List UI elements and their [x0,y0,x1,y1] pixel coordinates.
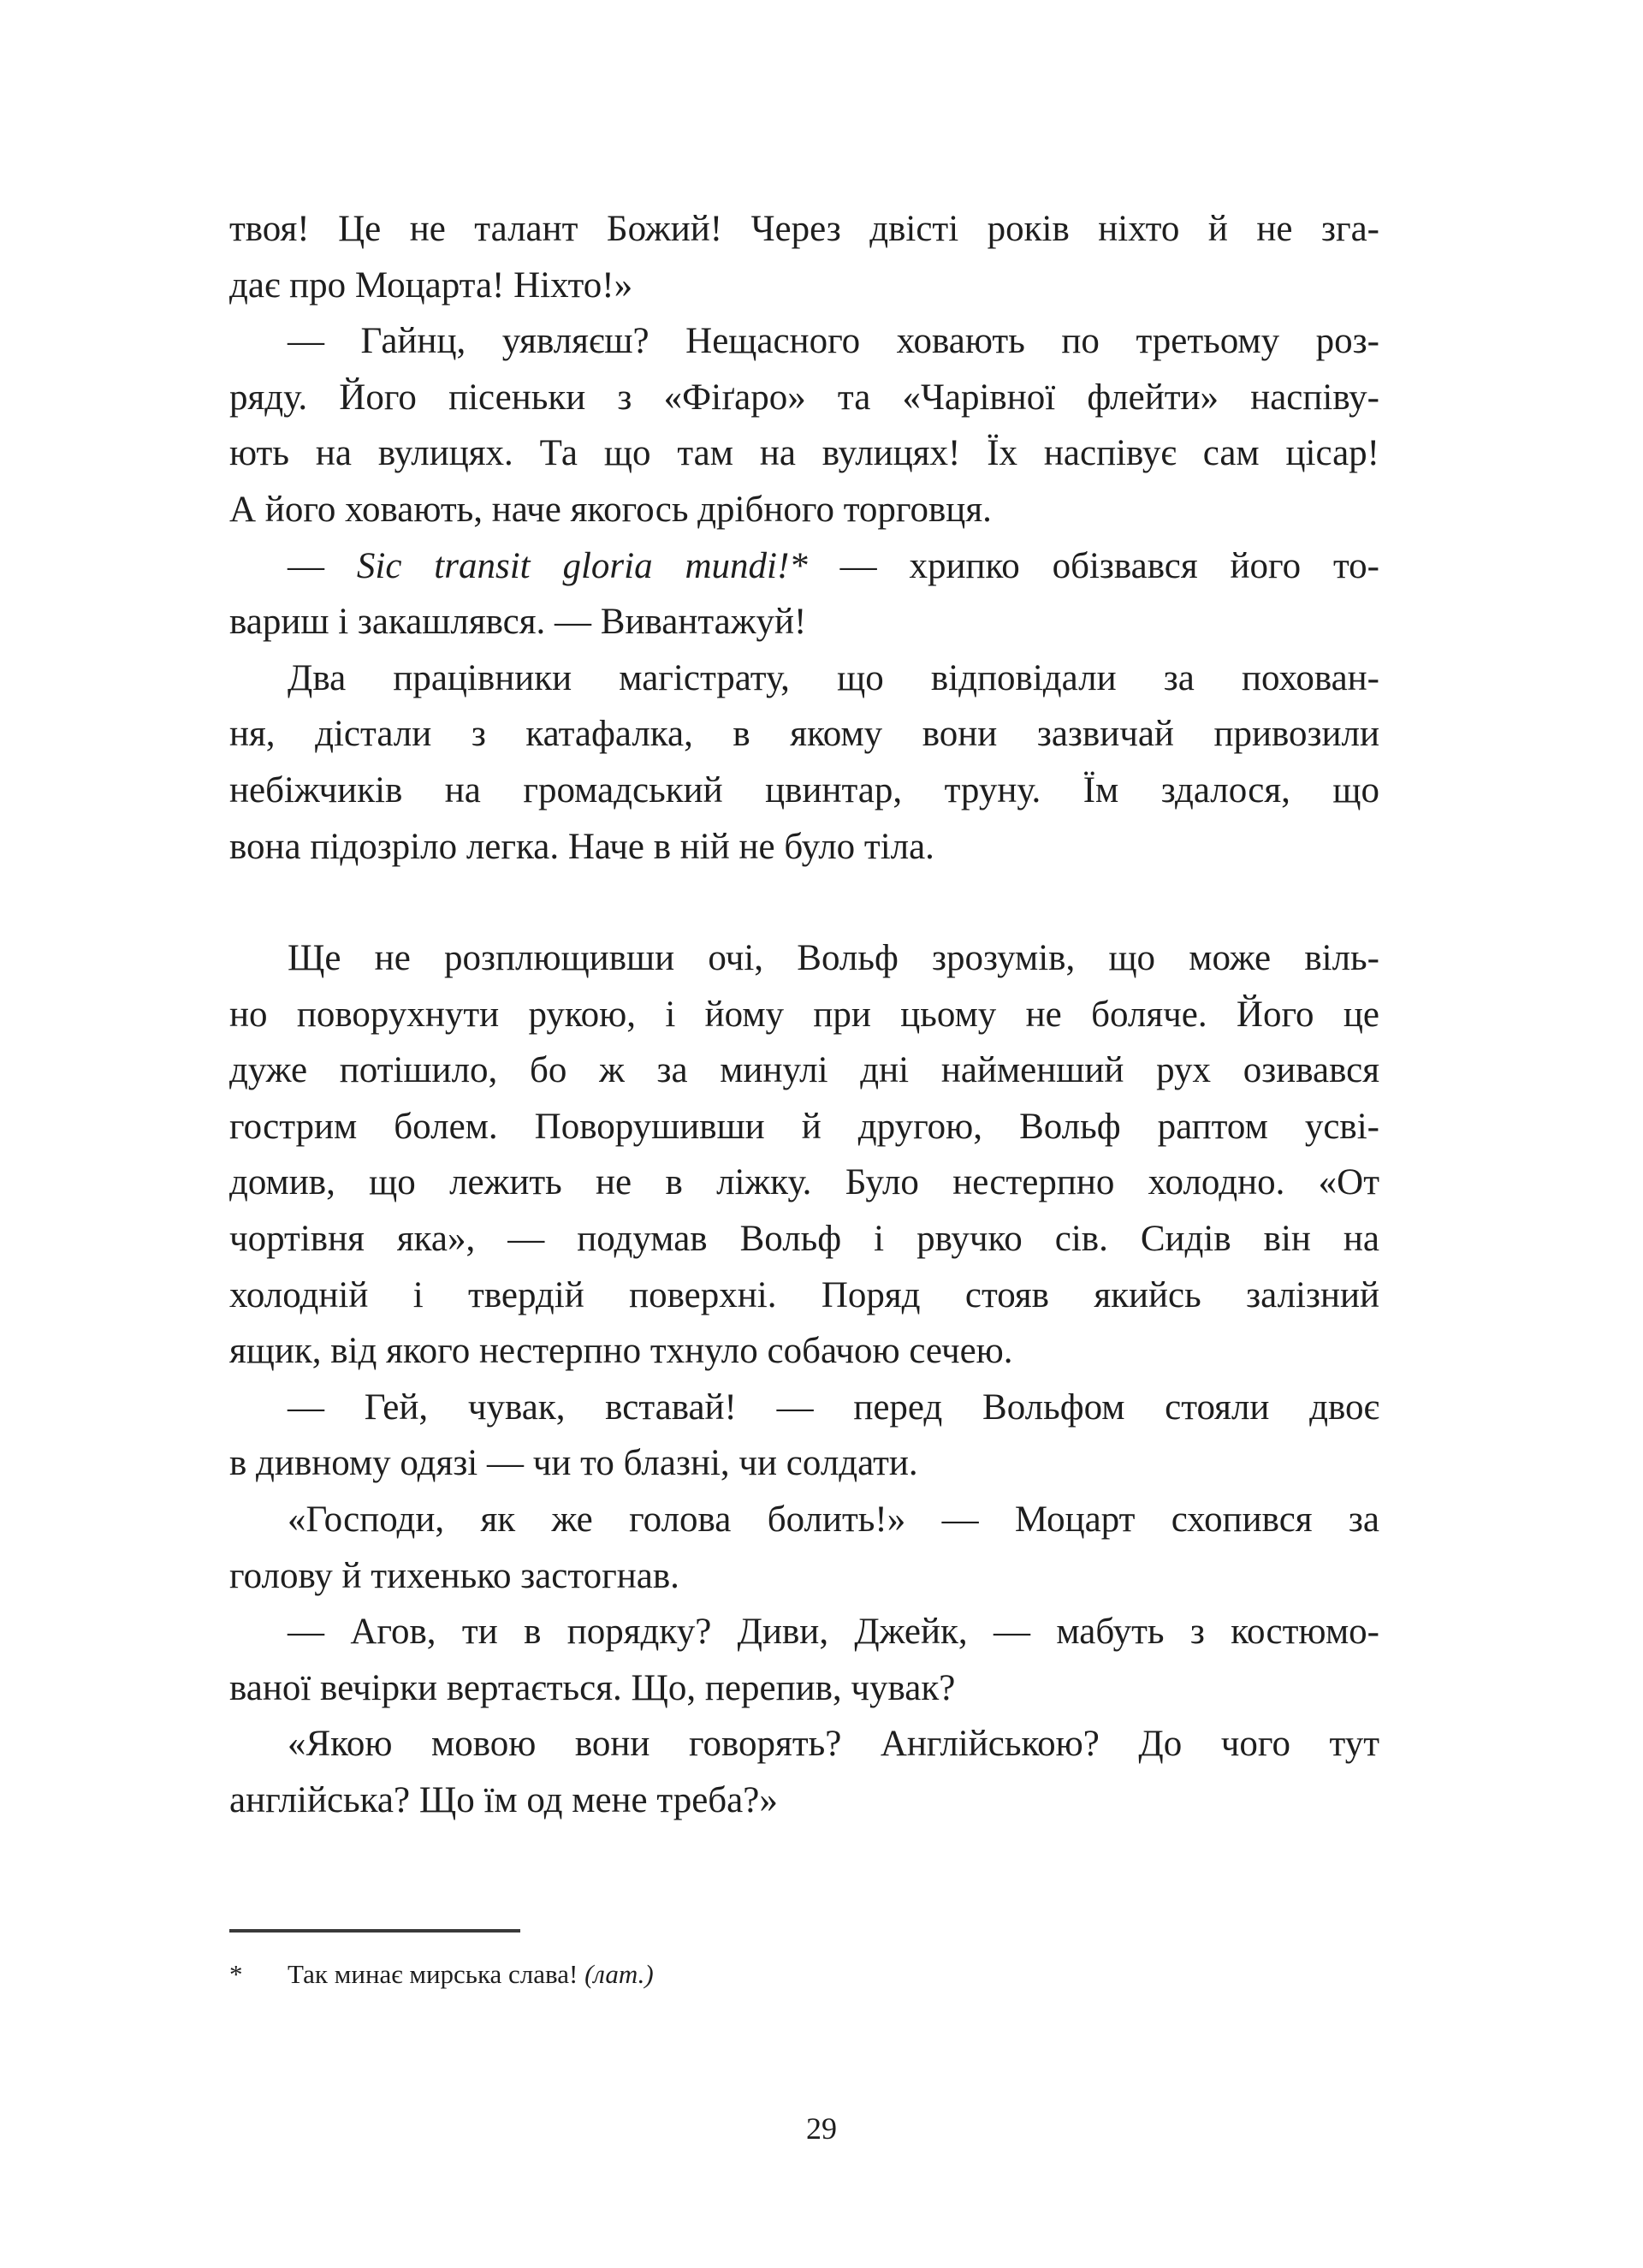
text-line [229,1155,1379,1211]
line-text: домив, що лежить не в ліжку. Було нестерпно холодно. «От [229,1162,1379,1203]
text-line [229,819,1379,876]
line-text: вариш і закашлявся. — Вивантажуй! [229,602,807,643]
line-text: вона підозріло легка. Наче в ній не було тіла. [229,826,934,867]
line-text: небіжчиків на громадський цвинтар, труну. Їм здалося, що [229,769,1379,810]
text-line [229,706,1379,763]
line-text: ряду. Його пісеньки з «Фіґаро» та «Чарівної флейти» наспіву- [229,377,1379,418]
text-line [229,1211,1379,1268]
text-line [229,1380,1379,1436]
text-line [229,201,1379,258]
text-line [229,1604,1379,1660]
footnote-divider [229,1929,520,1933]
text-line [229,370,1379,426]
text-line [229,1772,1379,1829]
line-prefix: — [288,545,357,586]
line-text: — хрипко обізвався його то- [807,545,1379,586]
text-line [229,258,1379,314]
text-line [229,930,1379,987]
text-line [229,425,1379,482]
text-block-2 [229,930,1379,1829]
line-text: дає про Моцарта! Ніхто!» [229,264,633,306]
text-line [229,1435,1379,1492]
line-text: но поворухнути рукою, і йому при цьому не боляче. Його це [229,994,1379,1035]
text-line [229,763,1379,819]
latin-phrase: Sic transit gloria mundi!* [356,545,808,586]
text-line [229,482,1379,538]
text-line [229,1492,1379,1548]
text-line [229,987,1379,1043]
line-text: ня, дістали з катафалка, в якому вони зазвичай привозили [229,714,1379,755]
text-line [229,1042,1379,1099]
line-text: — Гайнц, уявляєш? Нещасного ховають по третьому роз- [288,321,1379,362]
line-text: твоя! Це не талант Божий! Через двісті років ніхто й не зга- [229,209,1379,249]
line-text: «Господи, як же голова болить!» — Моцарт схопився за [288,1499,1379,1540]
text-line [229,1323,1379,1380]
text-line [229,650,1379,707]
line-text: голову й тихенько застогнав. [229,1555,679,1596]
line-text: Два працівники магістрату, що відповідали за похован- [288,657,1379,698]
line-text: англійська? Що їм од мене треба?» [229,1779,778,1820]
footnote-text: Так минає мирська слава! [288,1959,585,1989]
text-line [229,1268,1379,1324]
line-text: ящик, від якого нестерпно тхнуло собачою сечею. [229,1331,1013,1372]
line-text: холодній і твердій поверхні. Поряд стояв якийсь залізний [229,1274,1379,1315]
text-line [229,1716,1379,1772]
line-text: А його ховають, наче якогось дрібного торговця. [229,489,992,530]
line-text: — Агов, ти в порядку? Диви, Джейк, — мабуть з костюмо- [288,1612,1379,1653]
line-text: в дивному одязі — чи то блазні, чи солдати. [229,1443,918,1484]
text-line [229,1548,1379,1605]
line-text: дуже потішило, бо ж за минулі дні найменший рух озивався [229,1050,1379,1091]
footnote [229,1956,654,1993]
footnote-language-note: (лат.) [584,1959,654,1989]
line-text: гострим болем. Поворушивши й другою, Вольф раптом усві- [229,1106,1379,1147]
text-line [229,538,1379,595]
line-text: «Якою мовою вони говорять? Англійською? До чого тут [288,1724,1379,1765]
line-text: ють на вулицях. Та що там на вулицях! Їх наспівує сам цісар! [229,433,1379,474]
page-number: 29 [806,2111,837,2146]
line-text: чортівня яка», — подумав Вольф і рвучко сів. Сидів він на [229,1218,1379,1259]
text-block-1 [229,201,1379,875]
footnote-marker: * [229,1959,243,1989]
line-text: Ще не розплющивши очі, Вольф зрозумів, що може віль- [288,938,1379,978]
text-line [229,1099,1379,1155]
text-line [229,594,1379,650]
line-text: ваної вечірки вертається. Що, перепив, чувак? [229,1667,956,1708]
line-text: — Гей, чувак, вставай! — перед Вольфом стояли двоє [288,1386,1379,1428]
text-line [229,1660,1379,1717]
text-line [229,313,1379,370]
